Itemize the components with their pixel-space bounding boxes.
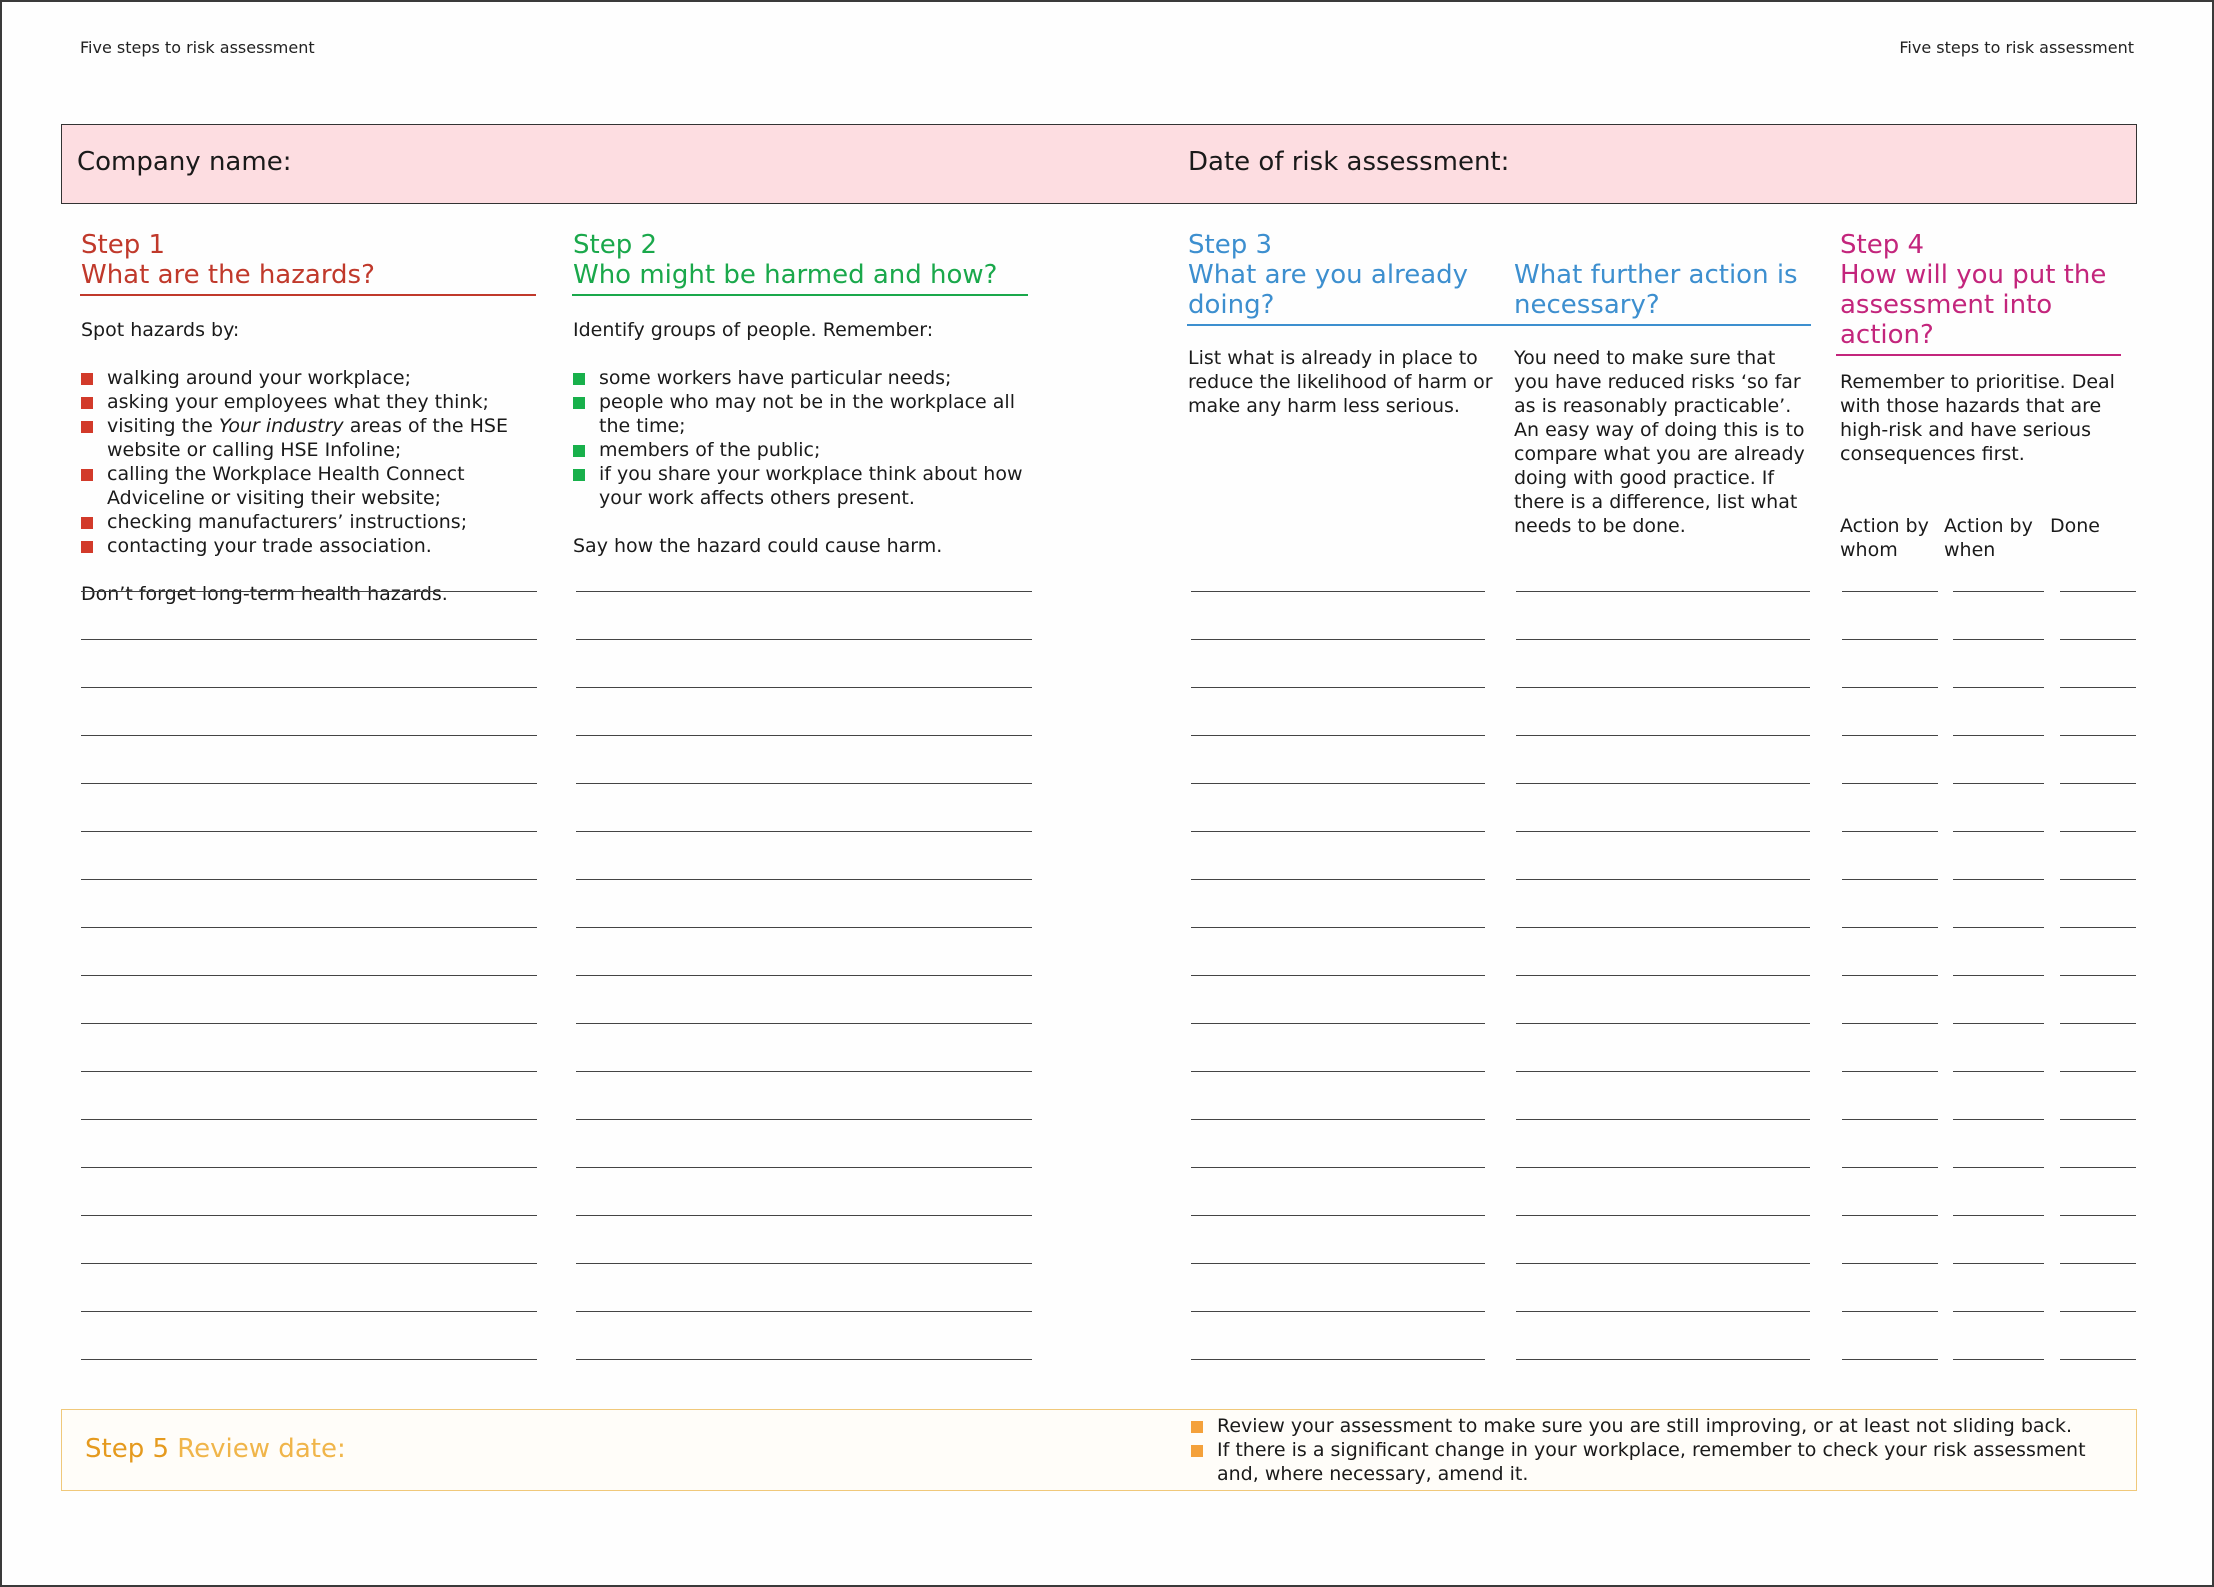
entry-line[interactable] [81,1312,537,1360]
entry-line[interactable] [2060,592,2136,640]
entry-line[interactable] [1191,1312,1485,1360]
entry-line[interactable] [1842,832,1938,880]
entry-line[interactable] [1191,584,1485,592]
entry-line[interactable] [1191,688,1485,736]
entry-line[interactable] [1842,976,1938,1024]
entry-line[interactable] [1953,688,2044,736]
action-by-whom-lines[interactable] [1842,584,1938,1360]
list-item: visiting the Your industry areas of the HSE website or calling HSE Infoline; [81,414,537,462]
entry-line[interactable] [1842,928,1938,976]
entry-line[interactable] [2060,736,2136,784]
step-4-rule [1836,354,2121,356]
running-head-left: Five steps to risk assessment [80,38,315,57]
entry-line[interactable] [2060,688,2136,736]
entry-line[interactable] [1953,1024,2044,1072]
list-item: people who may not be in the workplace all the time; [573,390,1029,438]
entry-line[interactable] [1191,592,1485,640]
entry-line[interactable] [1842,1168,1938,1216]
entry-line[interactable] [2060,584,2136,592]
entry-line[interactable] [1953,1216,2044,1264]
entry-line[interactable] [1842,1264,1938,1312]
entry-line[interactable] [1953,736,2044,784]
entry-line[interactable] [2060,976,2136,1024]
entry-line[interactable] [81,1168,537,1216]
entry-line[interactable] [1842,880,1938,928]
entry-line[interactable] [81,880,537,928]
list-item: calling the Workplace Health Connect Adviceline or visiting their website; [81,462,537,510]
entry-line[interactable] [1516,976,1810,1024]
step-1-column [81,230,537,606]
entry-line[interactable] [2060,1120,2136,1168]
entry-line[interactable] [576,1120,1032,1168]
entry-line[interactable] [1953,1312,2044,1360]
entry-line[interactable] [1953,832,2044,880]
list-item: contacting your trade association. [81,534,537,558]
entry-line[interactable] [1516,688,1810,736]
entry-line[interactable] [1842,584,1938,592]
entry-line[interactable] [81,784,537,832]
list-item: walking around your workplace; [81,366,537,390]
entry-line[interactable] [1191,880,1485,928]
entry-line[interactable] [576,1072,1032,1120]
entry-line[interactable] [576,640,1032,688]
step-3-text-b: You need to make sure that you have reduced risks ‘so far as is reasonably practicable’. An easy way of doing this is to compare what you are already doing with good practice. If there is a difference, list what needs to be done. [1514,347,1805,537]
entry-line[interactable] [2060,1264,2136,1312]
entry-line[interactable] [1191,832,1485,880]
entry-line[interactable] [1516,928,1810,976]
review-date-label[interactable]: Review date: [177,1434,346,1464]
action-by-whom-header: Action by whom [1840,515,1929,561]
running-head-right: Five steps to risk assessment [1899,38,2134,57]
entry-line[interactable] [1191,784,1485,832]
entry-line[interactable] [81,1024,537,1072]
entry-line[interactable] [1516,640,1810,688]
entry-line[interactable] [1953,592,2044,640]
entry-line[interactable] [1191,1264,1485,1312]
entry-line[interactable] [81,928,537,976]
step-4-number: Step 4 [1840,230,1925,260]
step-1-intro: Spot hazards by: [81,319,240,341]
entry-line[interactable] [1516,1024,1810,1072]
entry-line[interactable] [1516,1312,1810,1360]
entry-line[interactable] [1516,1072,1810,1120]
entry-line[interactable] [1191,1216,1485,1264]
step-4-question: How will you put the assessment into action? [1840,260,2107,350]
entry-line[interactable] [576,880,1032,928]
done-lines[interactable] [2060,584,2136,1360]
step-3-question-a: What are you already doing? [1188,260,1469,320]
list-item: if you share your workplace think about how your work affects others present. [573,462,1029,510]
entry-line[interactable] [81,688,537,736]
entry-line[interactable] [81,976,537,1024]
entry-line[interactable] [1842,640,1938,688]
step-1-rule [80,294,536,296]
list-item: members of the public; [573,438,1029,462]
entry-line[interactable] [1191,976,1485,1024]
entry-line[interactable] [576,1216,1032,1264]
step-3-rule [1187,324,1811,326]
step-3-already-doing-lines[interactable] [1191,584,1485,1360]
step-2-number: Step 2 [573,230,658,260]
step-3-further-action-lines[interactable] [1516,584,1810,1360]
entry-line[interactable] [576,1168,1032,1216]
entry-line[interactable] [1516,1264,1810,1312]
step-5-review-label [85,1434,346,1464]
entry-line[interactable] [81,1072,537,1120]
date-of-assessment-label: Date of risk assessment: [1188,147,1510,177]
entry-line[interactable] [1953,976,2044,1024]
entry-line[interactable] [1842,1120,1938,1168]
entry-line[interactable] [2060,1072,2136,1120]
action-by-when-header: Action by when [1944,515,2033,561]
entry-line[interactable] [2060,784,2136,832]
step-2-entry-lines[interactable] [576,584,1032,1360]
entry-line[interactable] [576,1312,1032,1360]
entry-line[interactable] [2060,1024,2136,1072]
entry-line[interactable] [576,1264,1032,1312]
entry-line[interactable] [1953,1168,2044,1216]
step-2-footer: Say how the hazard could cause harm. [573,535,943,557]
entry-line[interactable] [2060,832,2136,880]
entry-line[interactable] [1953,928,2044,976]
entry-line[interactable] [81,1264,537,1312]
step-3-text-a: List what is already in place to reduce the likelihood of harm or make any harm less serious. [1188,347,1493,417]
entry-line[interactable] [81,832,537,880]
entry-line[interactable] [1516,1168,1810,1216]
step-2-intro: Identify groups of people. Remember: [573,319,934,341]
header-bar [61,124,2137,204]
entry-line[interactable] [81,1120,537,1168]
entry-line[interactable] [576,976,1032,1024]
step-3-question-b: What further action is necessary? [1514,260,1798,320]
entry-line[interactable] [2060,1216,2136,1264]
step-1-bullet-list [81,366,537,558]
step-5-number: Step 5 [85,1434,170,1464]
entry-line[interactable] [81,592,537,640]
entry-line[interactable] [576,928,1032,976]
entry-line[interactable] [1516,584,1810,592]
step-1-question: What are the hazards? [81,260,375,290]
entry-line[interactable] [2060,880,2136,928]
entry-line[interactable] [1842,1312,1938,1360]
entry-line[interactable] [81,736,537,784]
step-1-entry-lines[interactable] [81,584,537,1360]
entry-line[interactable] [2060,928,2136,976]
list-item: checking manufacturers’ instructions; [81,510,537,534]
done-header: Done [2050,515,2100,537]
entry-line[interactable] [576,688,1032,736]
entry-line[interactable] [81,640,537,688]
step-2-rule [572,294,1028,296]
action-by-when-lines[interactable] [1953,584,2044,1360]
entry-line[interactable] [1953,880,2044,928]
entry-line[interactable] [576,584,1032,592]
entry-line[interactable] [576,1024,1032,1072]
entry-line[interactable] [1842,688,1938,736]
entry-line[interactable] [1953,640,2044,688]
entry-line[interactable] [1191,1024,1485,1072]
entry-line[interactable] [1842,1024,1938,1072]
list-item: asking your employees what they think; [81,390,537,414]
entry-line[interactable] [1953,1264,2044,1312]
step-2-column [573,230,1029,558]
entry-line[interactable] [1191,1168,1485,1216]
entry-line[interactable] [1191,1072,1485,1120]
step-2-question: Who might be harmed and how? [573,260,998,290]
step-1-number: Step 1 [81,230,166,260]
step-3-number: Step 3 [1188,230,1273,260]
entry-line[interactable] [1516,1120,1810,1168]
company-name-label: Company name: [77,147,292,177]
step-4-column [1840,230,2125,562]
entry-line[interactable] [1842,1216,1938,1264]
step-5-review-box [61,1409,2137,1491]
entry-line[interactable] [1516,880,1810,928]
entry-line[interactable] [1516,1216,1810,1264]
step-3-column [1188,230,1812,538]
entry-line[interactable] [1953,1120,2044,1168]
entry-line[interactable] [1842,784,1938,832]
list-item: If there is a significant change in your workplace, remember to check your risk assessment and, where necessary, amend it. [1191,1438,2121,1486]
entry-line[interactable] [1191,736,1485,784]
entry-line[interactable] [576,736,1032,784]
step-4-text: Remember to prioritise. Deal with those hazards that are high-risk and have serious consequences first. [1840,371,2115,465]
entry-line[interactable] [2060,1312,2136,1360]
entry-line[interactable] [1953,1072,2044,1120]
entry-line[interactable] [2060,1168,2136,1216]
entry-line[interactable] [81,584,537,592]
entry-line[interactable] [576,592,1032,640]
list-item: Review your assessment to make sure you are still improving, or at least not sliding back. [1191,1414,2121,1438]
entry-line[interactable] [576,784,1032,832]
entry-line[interactable] [81,1216,537,1264]
entry-line[interactable] [1953,784,2044,832]
entry-line[interactable] [1516,592,1810,640]
entry-line[interactable] [2060,640,2136,688]
entry-line[interactable] [1191,640,1485,688]
entry-line[interactable] [1516,832,1810,880]
step-5-bullet-list [1191,1414,2121,1486]
entry-line[interactable] [1516,736,1810,784]
entry-line[interactable] [576,832,1032,880]
entry-line[interactable] [1516,784,1810,832]
step-2-bullet-list [573,366,1029,510]
entry-line[interactable] [1842,592,1938,640]
list-item: some workers have particular needs; [573,366,1029,390]
entry-line[interactable] [1842,736,1938,784]
entry-line[interactable] [1953,584,2044,592]
entry-line[interactable] [1842,1072,1938,1120]
entry-line[interactable] [1191,928,1485,976]
entry-line[interactable] [1191,1120,1485,1168]
step-1-footer: Don’t forget long-term health hazards. [81,583,448,605]
